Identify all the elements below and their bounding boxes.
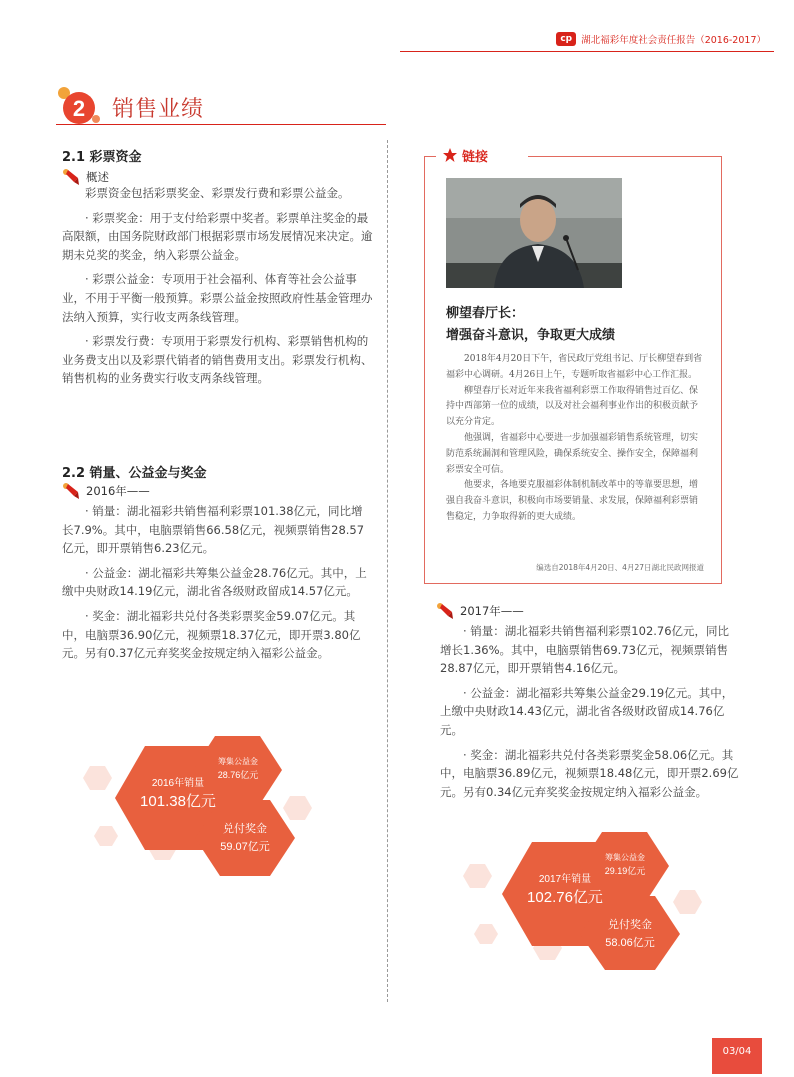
hex-fund-label: 筹集公益金 xyxy=(218,757,258,766)
page-number: 03/04 xyxy=(712,1038,762,1074)
hex-fund-value: 29.19亿元 xyxy=(604,866,646,876)
hex-fund-label: 筹集公益金 xyxy=(605,853,645,862)
paragraph: · 彩票公益金：专项用于社会福利、体育等社会公益事业，不用于平衡一般预算。彩票公益金按照政府性基金管理办法纳入预算，实行收支两条线管理。 xyxy=(62,272,373,324)
hex-prize-label: 兑付奖金 xyxy=(608,919,652,931)
section-2017-body xyxy=(440,622,740,801)
report-title: 湖北福彩年度社会责任报告（2016-2017） xyxy=(581,35,766,46)
section-number-badge xyxy=(56,84,102,126)
report-header xyxy=(556,30,766,48)
hexagon-infographic-2016 xyxy=(60,726,350,876)
welfare-lottery-logo: cp xyxy=(556,32,576,46)
subheading-2016 xyxy=(62,482,150,500)
hexagon-infographic-2017 xyxy=(440,820,740,970)
hex-sales-label: 2016年销量 xyxy=(151,778,205,789)
box-source: 编选自2018年4月20日、4月27日湖北民政网报道 xyxy=(536,563,704,572)
section-title: 销售业绩 xyxy=(112,97,205,122)
overview-label: 概述 xyxy=(86,170,109,184)
paragraph: · 公益金：湖北福彩共筹集公益金28.76亿元。其中，上缴中央财政14.19亿元，湖北省各级财政留成14.57亿元。 xyxy=(62,565,367,599)
hex-sales-label: 2017年销量 xyxy=(538,874,592,885)
column-divider xyxy=(387,140,388,1002)
box-paragraph: 他强调，省福彩中心要进一步加强福彩销售系统管理，切实防范系统漏洞和管理风险，确保系统安全、操作安全，保障福利彩票安全可信。 xyxy=(446,432,699,475)
box-paragraph: 柳望春厅长对近年来我省福利彩票工作取得销售过百亿、保持中西部第一位的成绩，以及对社会福利事业作出的积极贡献予以充分肯定。 xyxy=(446,385,699,428)
heading-2-1: 2.1 彩票资金 xyxy=(62,150,142,165)
box-body xyxy=(446,352,704,526)
box-paragraph: 2018年4月20日下午，省民政厅党组书记、厅长柳望春到省福彩中心调研。4月26日上午，专题听取省福彩中心工作汇报。 xyxy=(446,354,703,380)
pen-nib-icon xyxy=(62,482,82,500)
hex-sales-value: 102.76亿元 xyxy=(527,889,603,906)
pen-nib-icon xyxy=(436,602,456,620)
official-portrait-photo xyxy=(446,178,622,288)
subheading-2017 xyxy=(436,602,524,620)
box-paragraph: 他要求，各地要克服福彩体制机制改革中的等靠要思想，增强自我奋斗意识，积极向市场要销量、求发展，保障福利彩票销售稳定，力争取得新的更大成绩。 xyxy=(446,480,699,522)
hex-fund-value: 28.76亿元 xyxy=(217,770,259,780)
hex-prize-label: 兑付奖金 xyxy=(223,823,267,835)
star-icon xyxy=(442,147,458,163)
hex-prize-value: 58.06亿元 xyxy=(605,937,655,949)
heading-2-2: 2.2 销量、公益金与奖金 xyxy=(62,466,207,481)
box-title-line2: 增强奋斗意识，争取更大成绩 xyxy=(446,328,616,343)
year-2017-label: 2017年—— xyxy=(460,604,524,618)
section-rule xyxy=(56,124,386,125)
year-2016-label: 2016年—— xyxy=(86,484,150,498)
hex-prize-value: 59.07亿元 xyxy=(220,841,270,853)
link-box-label: 链接 xyxy=(462,149,489,165)
link-box-tab xyxy=(436,145,528,165)
paragraph: · 彩票奖金：用于支付给彩票中奖者。彩票单注奖金的最高限额，由国务院财政部门根据彩票市场发展情况来决定。逾期未兑奖的奖金，纳入彩票公益金。 xyxy=(62,210,373,262)
section-2-2-body xyxy=(62,502,374,663)
header-rule xyxy=(400,51,774,52)
paragraph: 彩票资金包括彩票奖金、彩票发行费和彩票公益金。 xyxy=(85,186,350,200)
hex-sales-value: 101.38亿元 xyxy=(140,793,216,810)
paragraph: · 奖金：湖北福彩共兑付各类彩票奖金59.07亿元。其中，电脑票36.90亿元，视频票18.37亿元，即开票3.80亿元。另有0.37亿元弃奖奖金按规定纳入福彩公益金。 xyxy=(62,608,361,661)
paragraph: · 销量：湖北福彩共销售福利彩票101.38亿元，同比增长7.9%。其中，电脑票销售66.58亿元，视频票销售28.57亿元，即开票销售6.23亿元。 xyxy=(62,504,365,556)
paragraph: · 奖金：湖北福彩共兑付各类彩票奖金58.06亿元。其中，电脑票36.89亿元，视频票18.48亿元，即开票2.69亿元。另有0.34亿元弃奖奖金按规定纳入福彩公益金。 xyxy=(440,747,739,799)
box-title-line1: 柳望春厅长： xyxy=(446,306,525,321)
paragraph: · 销量：湖北福彩共销售福利彩票102.76亿元，同比增长1.36%。其中，电脑票销售69.73亿元，视频票销售28.87亿元，即开票销售4.16亿元。 xyxy=(440,624,730,676)
paragraph: · 彩票发行费：专项用于彩票发行机构、彩票销售机构的业务费支出以及彩票代销者的销售费用支出。彩票发行机构、销售机构的业务费实行收支两条线管理。 xyxy=(62,334,373,386)
paragraph: · 公益金：湖北福彩共筹集公益金29.19亿元。其中，上缴中央财政14.43亿元，湖北省各级财政留成14.76亿元。 xyxy=(440,685,734,737)
section-number: 2 xyxy=(72,96,86,121)
section-2-1-body xyxy=(62,184,374,388)
